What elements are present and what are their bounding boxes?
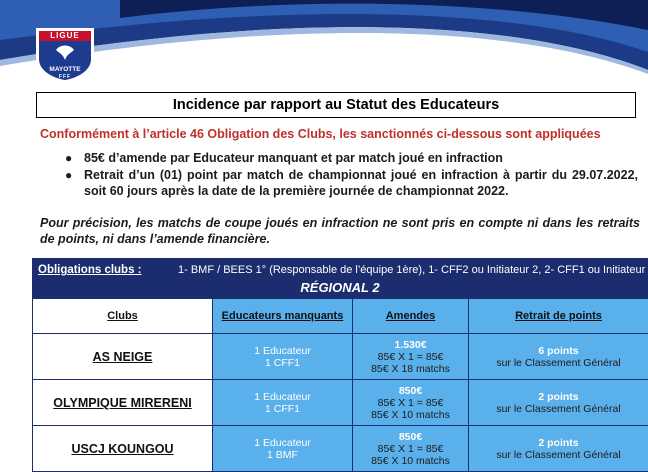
sanctions-table [32, 258, 648, 470]
league-logo [34, 26, 96, 84]
obligations-label: Obligations clubs : [38, 264, 142, 276]
educateurs-cell: 1 Educateur 1 BMF [213, 426, 353, 472]
educateurs-cell: 1 Educateur 1 CFF1 [213, 334, 353, 380]
points-cell: 6 points sur le Classement Général [469, 334, 648, 380]
points-cell: 2 points sur le Classement Général [469, 426, 648, 472]
logo-ligue-text: LIGUE [34, 31, 96, 40]
logo-region-text: MAYOTTE [34, 66, 96, 73]
intro-statement: Conformément à l’article 46 Obligation des Clubs, les sanctionnés ci-dessous sont appliquées [40, 127, 640, 141]
obligations-text: 1- BMF / BEES 1° (Responsable de l’équipe 1ère), 1- CFF2 ou Initiateur 2, 2- CFF1 ou Initiateur [178, 264, 645, 276]
bullet-text: Retrait d’un (01) point par match de championnat joué en infraction à partir du 29.07.2022, soit 60 jours après la date de la première journée de championnat 2022. [84, 168, 638, 198]
header-clubs: Clubs [33, 299, 213, 334]
table-row [33, 380, 648, 426]
amendes-cell: 1.530€ 85€ X 1 = 85€ 85€ X 18 matchs [353, 334, 469, 380]
amendes-cell: 850€ 85€ X 1 = 85€ 85€ X 10 matchs [353, 426, 469, 472]
club-name: OLYMPIQUE MIRERENI [33, 380, 213, 426]
table-header-row [33, 299, 648, 334]
points-cell: 2 points sur le Classement Général [469, 380, 648, 426]
header-amendes: Amendes [353, 299, 469, 334]
table-row [33, 426, 648, 472]
header-educateurs: Educateurs manquants [213, 299, 353, 334]
educateurs-cell: 1 Educateur 1 CFF1 [213, 380, 353, 426]
banner-swoosh [0, 0, 648, 90]
list-item [62, 150, 638, 166]
bullet-text: 85€ d’amende par Educateur manquant et par match joué en infraction [84, 151, 503, 165]
table-row [33, 334, 648, 380]
page-title: Incidence par rapport au Statut des Educateurs [36, 92, 636, 118]
header-banner [0, 0, 648, 90]
division-title: RÉGIONAL 2 [32, 280, 648, 295]
logo-fff-text: FFF [34, 74, 96, 80]
club-name: AS NEIGE [33, 334, 213, 380]
sanctions-list [62, 150, 638, 200]
sanctions-grid [32, 298, 648, 472]
amendes-cell: 850€ 85€ X 1 = 85€ 85€ X 10 matchs [353, 380, 469, 426]
club-name: USCJ KOUNGOU [33, 426, 213, 472]
bullet-icon: ● [65, 150, 72, 166]
precision-note: Pour précision, les matchs de coupe joués en infraction ne sont pris en compte ni dans les retraits de points, ni dans l’amende financière. [40, 215, 640, 247]
bullet-icon: ● [65, 167, 72, 183]
table-banner [32, 258, 648, 298]
header-retrait: Retrait de points [469, 299, 648, 334]
list-item [62, 167, 638, 199]
